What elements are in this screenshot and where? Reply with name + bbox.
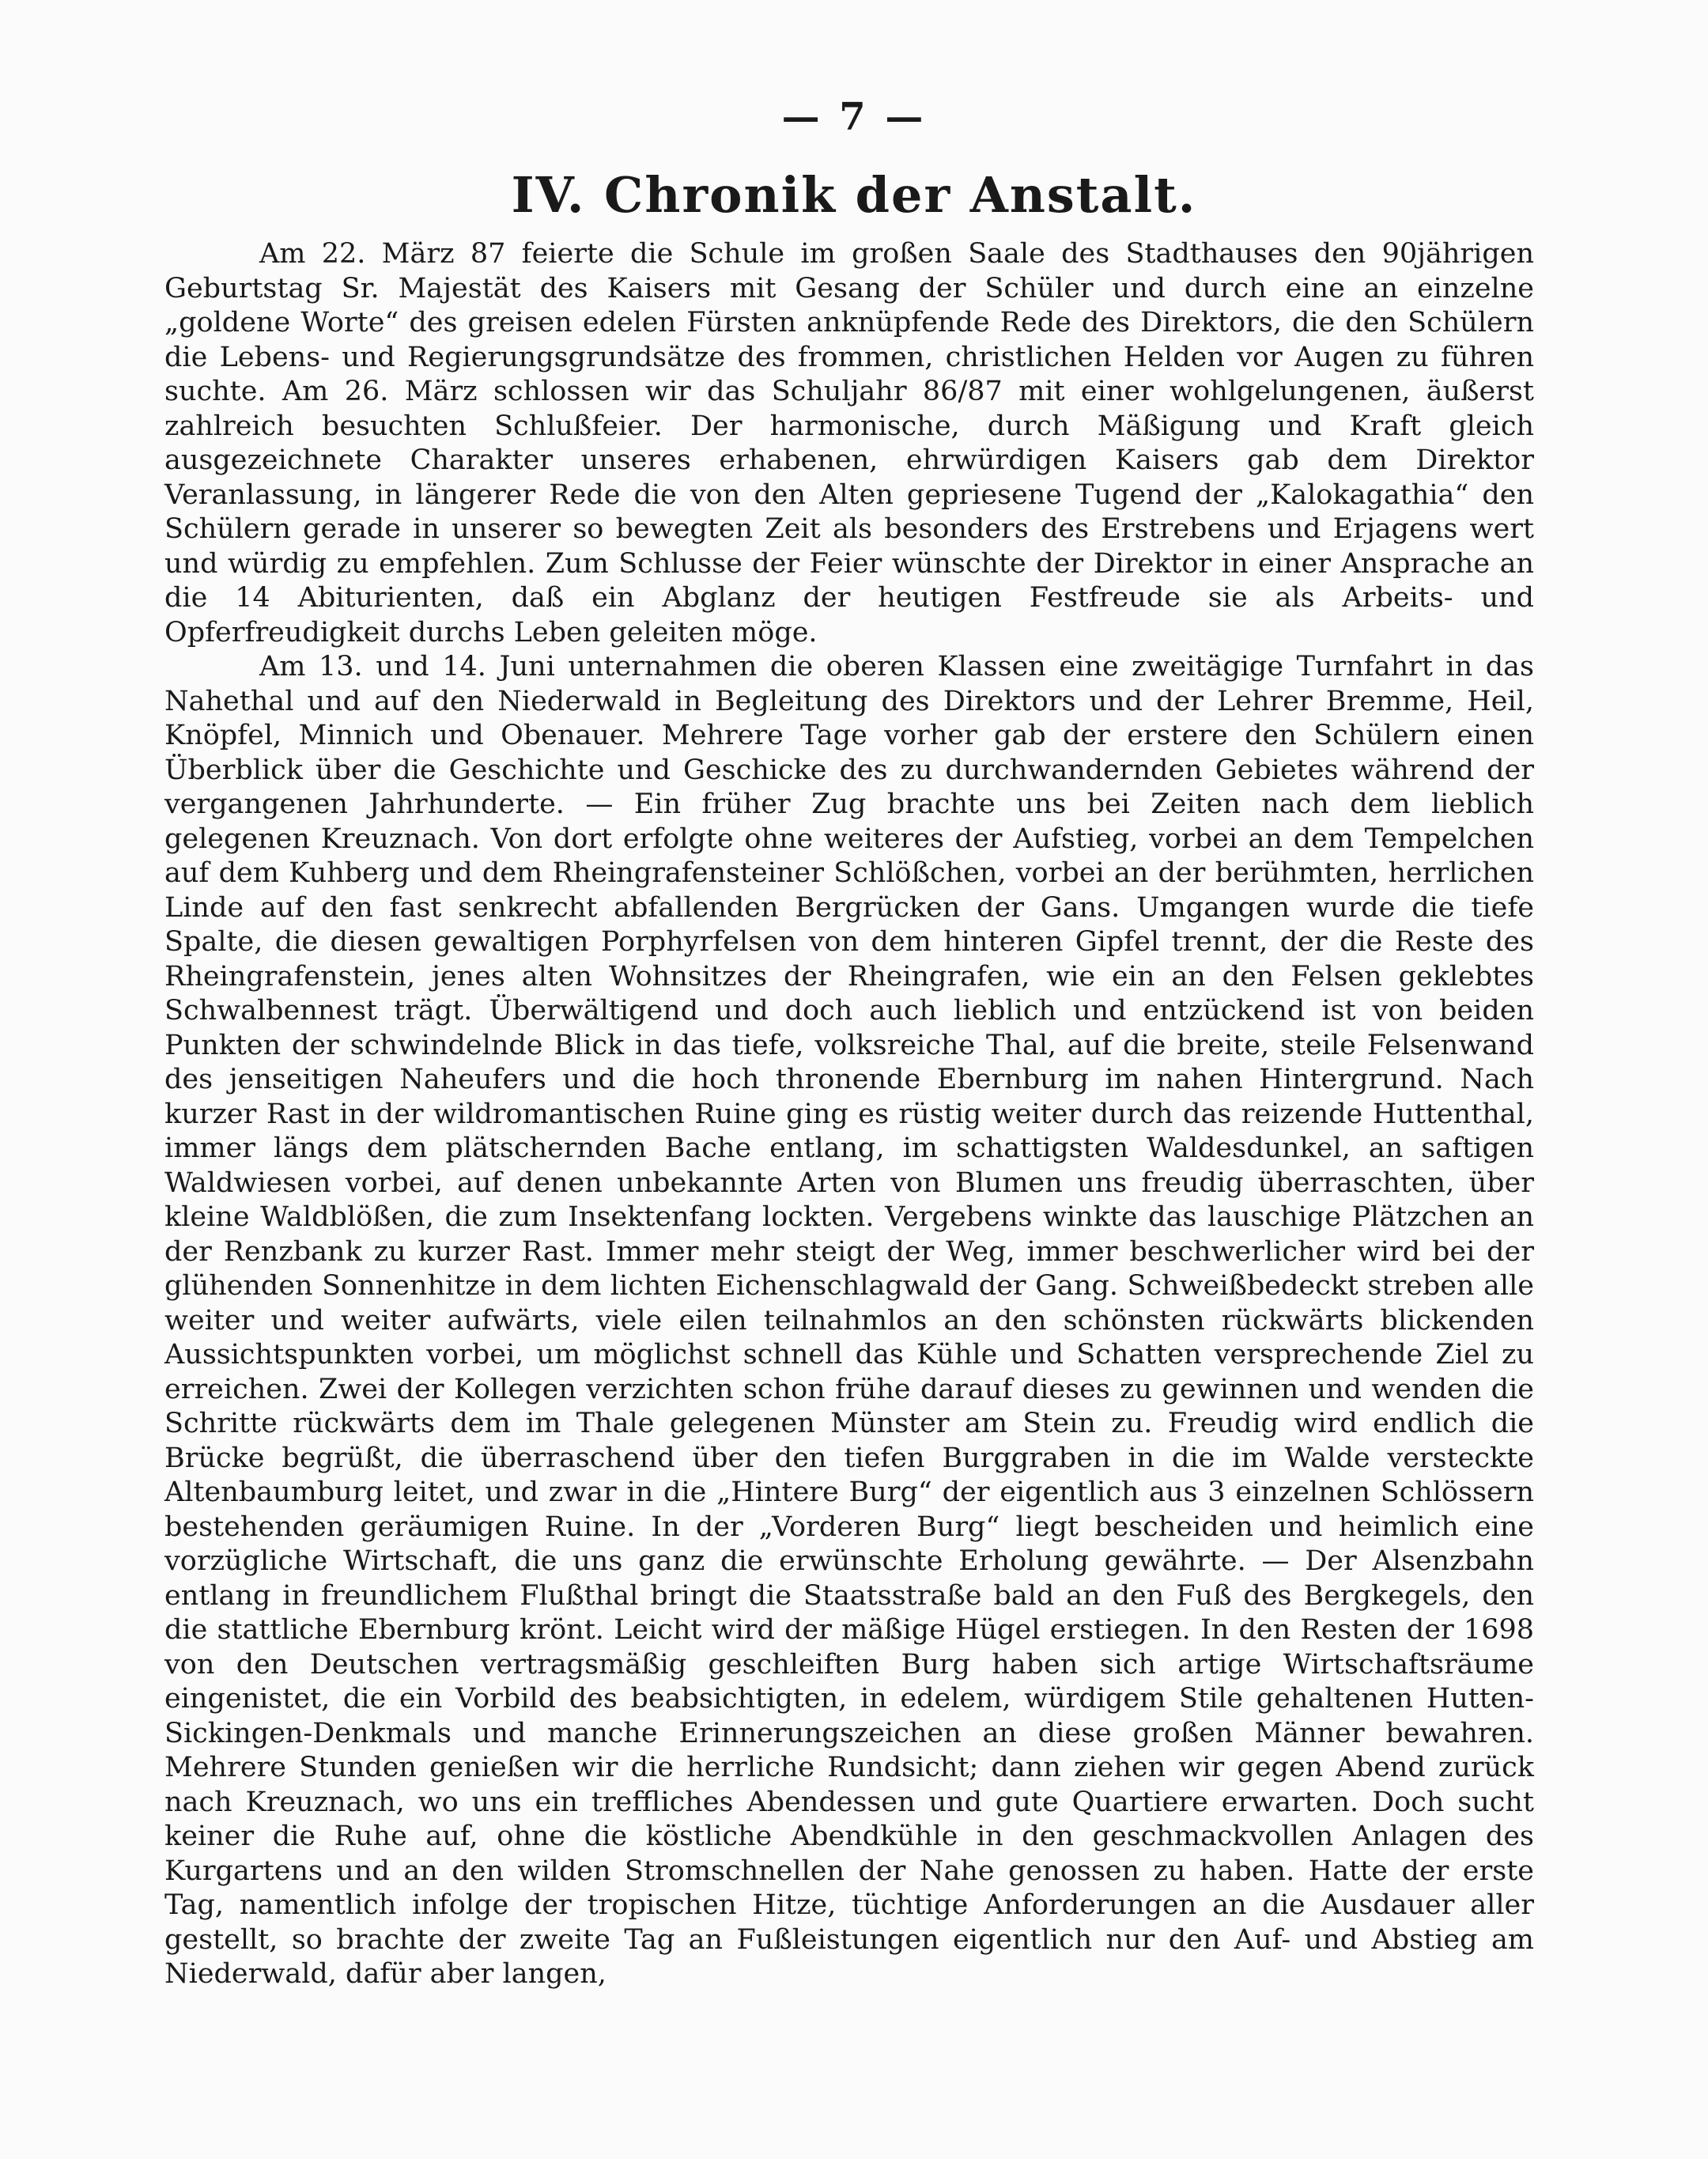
paragraph-nahe-excursion: Am 13. und 14. Juni unternahmen die oberen Klassen eine zweitägige Turnfahrt in das Nahethal und auf den Niederwald in Begleitung des Direktors und der Lehrer Bremme, Heil, Knöpfel, Minnich und Obenauer. Mehrere Tage vorher gab der erstere den Schülern einen Überblick über die Geschichte und Geschicke des zu durchwandernden Gebietes während der vergangenen Jahrhunderte. — Ein früher Zug brachte uns bei Zeiten nach dem lieblich gelegenen Kreuznach. Von dort erfolgte ohne weiteres der Aufstieg, vorbei an dem Tempelchen auf dem Kuhberg und dem Rheingrafensteiner Schlößchen, vorbei an der berühmten, herrlichen Linde auf den fast senkrecht abfallenden Bergrücken der Gans. Umgangen wurde die tiefe Spalte, die diesen gewaltigen Porphyrfelsen von dem hinteren Gipfel trennt, der die Reste des Rheingrafenstein, jenes alten Wohnsitzes der Rheingrafen, wie ein an den Felsen geklebtes Schwalbennest trägt. Überwältigend und doch auch lieblich und entzückend ist von beiden Punkten der schwindelnde Blick in das tiefe, volksreiche Thal, auf die breite, steile Felsenwand des jenseitigen Naheufers und die hoch thronende Ebernburg im nahen Hintergrund. Nach kurzer Rast in der wildromantischen Ruine ging es rüstig weiter durch das reizende Huttenthal, immer längs dem plätschernden Bache entlang, im schattigsten Waldesdunkel, an saftigen Waldwiesen vorbei, auf denen unbekannte Arten von Blumen uns freudig überraschten, über kleine Waldblößen, die zum Insektenfang lockten. Vergebens winkte das lauschige Plätzchen an der Renzbank zu kurzer Rast. Immer mehr steigt der Weg, immer beschwerlicher wird bei der glühenden Sonnenhitze in dem lichten Eichenschlagwald der Gang. Schweißbedeckt streben alle weiter und weiter aufwärts, viele eilen teilnahmlos an den schönsten rückwärts blickenden Aussichtspunkten vorbei, um möglichst schnell das Kühle und Schatten versprechende Ziel zu erreichen. Zwei der Kollegen verzichten schon frühe darauf dieses zu gewinnen und wenden die Schritte rückwärts dem im Thale gelegenen Münster am Stein zu. Freudig wird endlich die Brücke begrüßt, die überraschend über den tiefen Burggraben in die im Walde versteckte Altenbaumburg leitet, und zwar in die „Hintere Burg“ der eigentlich aus 3 einzelnen Schlössern bestehenden geräumigen Ruine. In der „Vorderen Burg“ liegt bescheiden und heimlich eine vorzügliche Wirtschaft, die uns ganz die erwünschte Erholung gewährte. — Der Alsenzbahn entlang in freundlichem Flußthal bringt die Staatsstraße bald an den Fuß des Bergkegels, den die stattliche Ebernburg krönt. Leicht wird der mäßige Hügel erstiegen. In den Resten der 1698 von den Deutschen vertragsmäßig geschleiften Burg haben sich artige Wirtschaftsräume eingenistet, die ein Vorbild des beabsichtigten, in edelem, würdigem Stile gehaltenen Hutten-Sickingen-Denkmals und manche Erinnerungszeichen an diese großen Männer bewahren. Mehrere Stunden genießen wir die herrliche Rundsicht; dann ziehen wir gegen Abend zurück nach Kreuznach, wo uns ein treffliches Abendessen und gute Quartiere erwarten. Doch sucht keiner die Ruhe auf, ohne die köstliche Abendkühle in den geschmackvollen Anlagen des Kurgartens und an den wilden Stromschnellen der Nahe genossen zu haben. Hatte der erste Tag, namentlich infolge der tropischen Hitze, tüchtige Anforderungen an die Ausdauer aller gestellt, so brachte der zweite Tag an Fußleistungen eigentlich nur den Auf- und Abstieg am Niederwald, dafür aber langen, [164,651,1534,1990]
page-number: — 7 — [781,95,927,139]
body-text [164,237,1534,1992]
section-title: IV. Chronik der Anstalt. [511,166,1197,224]
paragraph-easter-celebration: Am 22. März 87 feierte die Schule im großen Saale des Stadthauses den 90jährigen Geburtstag Sr. Majestät des Kaisers mit Gesang der Schüler und durch eine an einzelne „goldene Worte“ des greisen edelen Fürsten anknüpfende Rede des Direktors, die den Schülern die Lebens- und Regierungsgrundsätze des frommen, christlichen Helden vor Augen zu führen suchte. Am 26. März schlossen wir das Schuljahr 86/87 mit einer wohlgelungenen, äußerst zahlreich besuchten Schlußfeier. Der harmonische, durch Mäßigung und Kraft gleich ausgezeichnete Charakter unseres erhabenen, ehrwürdigen Kaisers gab dem Direktor Veranlassung, in längerer Rede die von den Alten gepriesene Tugend der „Kalokagathia“ den Schülern gerade in unserer so bewegten Zeit als besonders des Erstrebens und Erjagens wert und würdig zu empfehlen. Zum Schlusse der Feier wünschte der Direktor in einer Ansprache an die 14 Abiturienten, daß ein Abglanz der heutigen Festfreude sie als Arbeits- und Opferfreudigkeit durchs Leben geleiten möge. [164,238,1534,648]
